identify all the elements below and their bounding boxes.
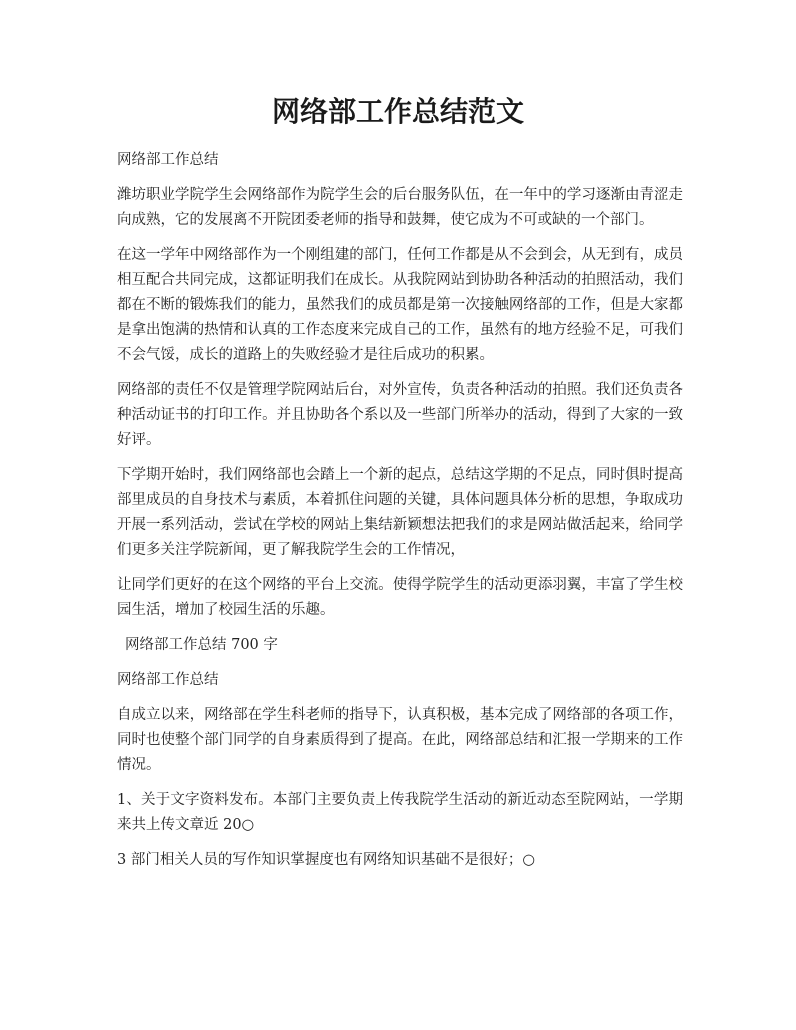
paragraph: 在这一学年中网络部作为一个刚组建的部门，任何工作都是从不会到会，从无到有，成员相互配合共同完成，这都证明我们在成长。从我院网站到协助各种活动的拍照活动，我们都在不断的锻炼我们的能力，虽然我们的成员都是第一次接触网络部的工作，但是大家都是拿出饱满的热情和认真的工作态度来完成自己的工作，虽然有的地方经验不足，可我们不会气馁，成长的道路上的失败经验才是往后成功的积累。 [117, 247, 683, 363]
paragraph: 潍坊职业学院学生会网络部作为院学生会的后台服务队伍，在一年中的学习逐渐由青涩走向成熟，它的发展离不开院团委老师的指导和鼓舞，使它成为不可或缺的一个部门。 [117, 187, 683, 228]
section-heading: 网络部工作总结 [117, 672, 219, 688]
section-heading: 网络部工作总结 700 字 [125, 637, 278, 653]
document-title: 网络部工作总结范文 [271, 95, 524, 128]
document-body [117, 148, 683, 883]
section-heading: 网络部工作总结 [117, 152, 219, 168]
paragraph: 自成立以来，网络部在学生科老师的指导下，认真积极，基本完成了网络部的各项工作，同时也使整个部门同学的自身素质得到了提高。在此，网络部总结和汇报一学期来的工作情况。 [117, 707, 683, 773]
paragraph: 让同学们更好的在这个网络的平台上交流。使得学院学生的活动更添羽翼，丰富了学生校园生活，增加了校园生活的乐趣。 [117, 577, 683, 618]
paragraph: 3 部门相关人员的写作知识掌握度也有网络知识基础不是很好；○ [117, 852, 535, 868]
paragraph: 1、关于文字资料发布。本部门主要负责上传我院学生活动的新近动态至院网站，一学期来共上传文章近 20○ [117, 792, 683, 833]
paragraph: 下学期开始时，我们网络部也会踏上一个新的起点，总结这学期的不足点，同时俱时提高部里成员的自身技术与素质，本着抓住问题的关键，具体问题具体分析的思想，争取成功开展一系列活动，尝试在学校的网站上集结新颖想法把我们的求是网站做活起来，给同学们更多关注学院新闻，更了解我院学生会的工作情况， [117, 467, 683, 558]
paragraph: 网络部的责任不仅是管理学院网站后台，对外宣传，负责各种活动的拍照。我们还负责各种活动证书的打印工作。并且协助各个系以及一些部门所举办的活动，得到了大家的一致好评。 [117, 382, 683, 448]
